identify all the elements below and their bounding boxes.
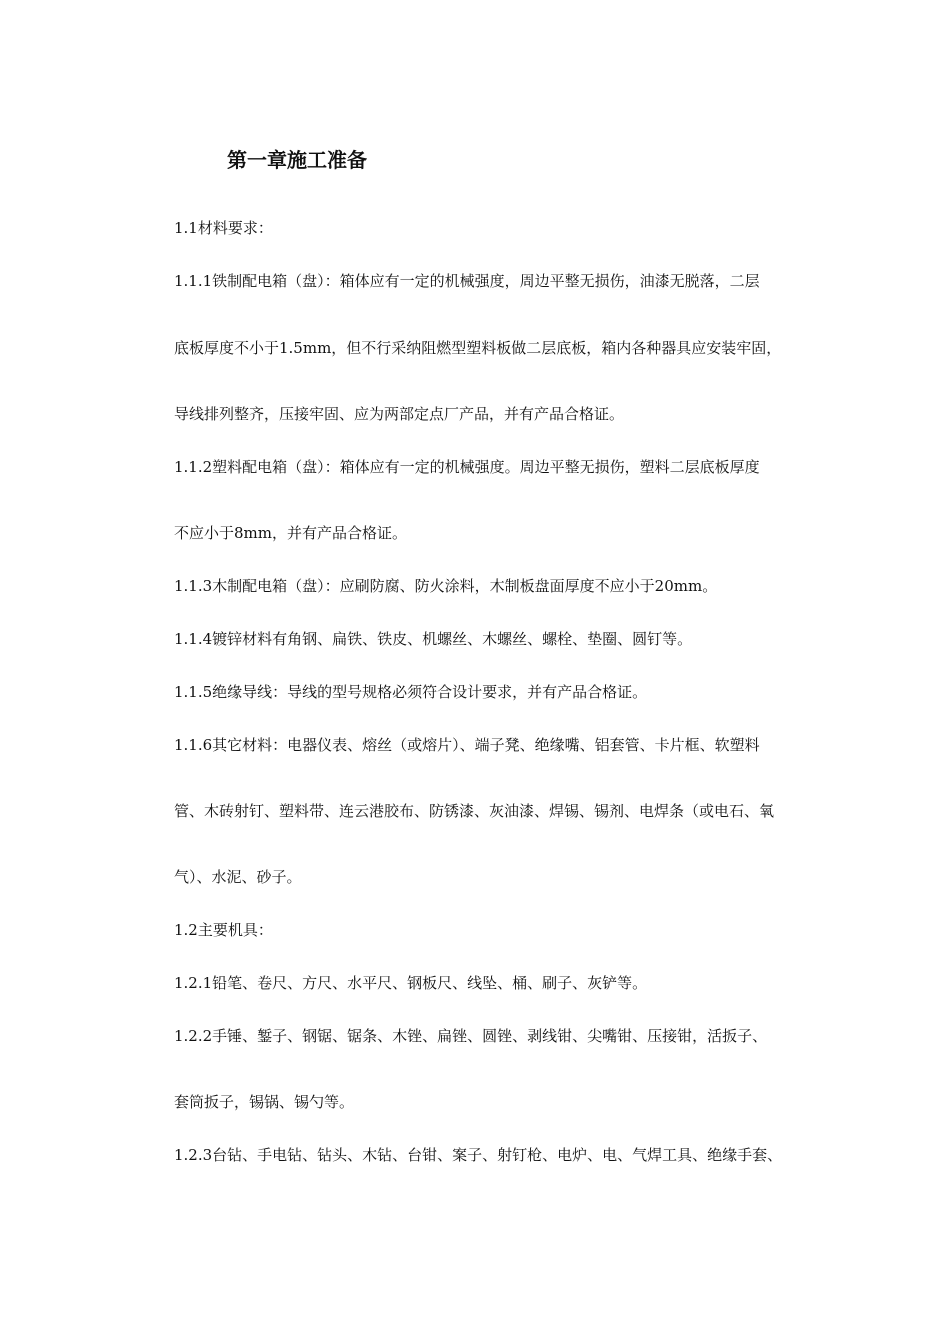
section-heading: 1.2主要机具：	[174, 921, 273, 939]
paragraph-line: 1.2.1铅笔、卷尺、方尺、水平尺、钢板尺、线坠、桶、刷子、灰铲等。	[174, 974, 648, 992]
paragraph-line: 1.1.2塑料配电箱（盘）：箱体应有一定的机械强度。周边平整无损伤，塑料二层底板厚度	[174, 458, 760, 476]
paragraph-line: 1.1.3木制配电箱（盘）：应刷防腐、防火涂料，木制板盘面厚度不应小于20mm。	[174, 577, 718, 595]
paragraph-line: 1.1.4镀锌材料有角钢、扁铁、铁皮、机螺丝、木螺丝、螺栓、垫圈、圆钉等。	[174, 630, 693, 648]
paragraph-line: 1.2.3台钻、手电钻、钻头、木钻、台钳、案子、射钉枪、电炉、电、气焊工具、绝缘手套、	[174, 1146, 783, 1164]
paragraph-line: 不应小于8mm，并有产品合格证。	[174, 524, 407, 542]
chapter-title: 第一章施工准备	[227, 148, 367, 172]
paragraph-line: 气）、水泥、砂子。	[174, 868, 302, 886]
paragraph-line: 套筒扳子，锡锅、锡勺等。	[174, 1093, 355, 1111]
paragraph-line: 1.1.5绝缘导线：导线的型号规格必须符合设计要求，并有产品合格证。	[174, 683, 648, 701]
section-heading: 1.1材料要求：	[174, 219, 273, 237]
paragraph-line: 导线排列整齐，压接牢固、应为两部定点厂产品，并有产品合格证。	[174, 405, 625, 423]
paragraph-line: 管、木砖射钉、塑料带、连云港胶布、防锈漆、灰油漆、焊锡、锡剂、电焊条（或电石、氧	[174, 802, 775, 820]
paragraph-line: 1.1.1铁制配电箱（盘）：箱体应有一定的机械强度，周边平整无损伤，油漆无脱落，二层	[174, 272, 760, 290]
paragraph-line: 1.2.2手锤、錾子、钢锯、锯条、木锉、扁锉、圆锉、剥线钳、尖嘴钳、压接钳，活扳子、	[174, 1027, 768, 1045]
paragraph-line: 底板厚度不小于1.5mm，但不行采纳阻燃型塑料板做二层底板，箱内各种器具应安装牢固，	[174, 339, 782, 357]
paragraph-line: 1.1.6其它材料：电器仪表、熔丝（或熔片）、端子凳、绝缘嘴、铝套管、卡片框、软塑料	[174, 736, 760, 754]
